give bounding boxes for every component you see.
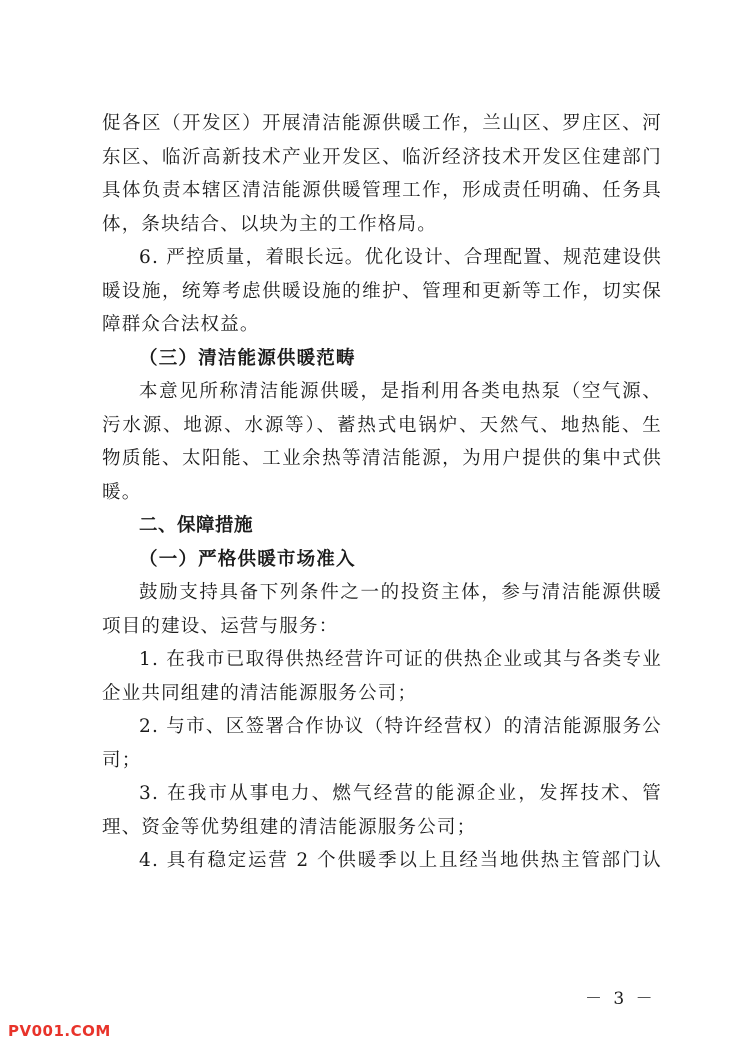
- list-item-4: 4. 具有稳定运营 2 个供暖季以上且经当地供热主管部门认: [139, 850, 662, 871]
- paragraph-market-intro: 鼓励支持具备下列条件之一的投资主体，参与清洁能源供暖项目的建设、运营与服务：: [102, 582, 662, 637]
- list-item-3: 3. 在我市从事电力、燃气经营的能源企业，发挥技术、管理、资金等优势组建的清洁能源服务公司；: [102, 783, 662, 838]
- list-item-1: 1. 在我市已取得供热经营许可证的供热企业或其与各类专业企业共同组建的清洁能源服务公司；: [102, 649, 662, 704]
- paragraph-continuation: 促各区（开发区）开展清洁能源供暖工作，兰山区、罗庄区、河东区、临沂高新技术产业开发区、临沂经济技术开发区住建部门具体负责本辖区清洁能源供暖管理工作，形成责任明确、任务具体，条块结合、以块为主的工作格局。: [102, 113, 662, 235]
- page-number: － 3 －: [585, 989, 656, 1009]
- subheading-market-access: （一）严格供暖市场准入: [139, 548, 356, 570]
- paragraph-item-6: 6. 严控质量，着眼长远。优化设计、合理配置、规范建设供暖设施，统筹考虑供暖设施的维护、管理和更新等工作，切实保障群众合法权益。: [102, 247, 662, 335]
- watermark-logo: PV001.COM: [8, 1022, 111, 1040]
- subheading-scope: （三）清洁能源供暖范畴: [139, 347, 356, 369]
- list-item-2: 2. 与市、区签署合作协议（特许经营权）的清洁能源服务公司；: [102, 716, 662, 771]
- paragraph-scope-definition: 本意见所称清洁能源供暖，是指利用各类电热泵（空气源、污水源、地源、水源等）、蓄热式电锅炉、天然气、地热能、生物质能、太阳能、工业余热等清洁能源，为用户提供的集中式供暖。: [102, 381, 662, 503]
- section-heading-measures: 二、保障措施: [139, 515, 254, 536]
- document-body: [102, 107, 662, 878]
